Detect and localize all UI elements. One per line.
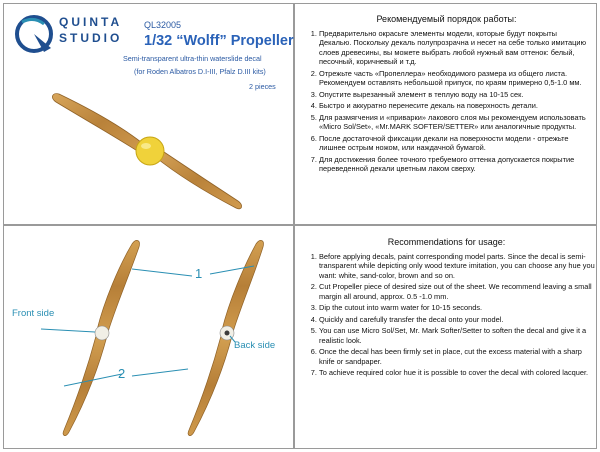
list-item: 1. Before applying decals, paint corresponding model parts. Since the decal is semi-transparent while depicting only wood texture imitation, you can choose any hue you want: white, sand-color, brown and so on. <box>319 252 595 280</box>
back-side-label: Back side <box>234 340 276 351</box>
list-item: 7. To achieve required color hue it is possible to cover the decal with colored lacquer. <box>319 368 595 377</box>
compatible-kits: (for Roden Albatros D.I-III, Pfalz D.III kits) <box>134 67 266 76</box>
marker-1-label: 1 <box>195 266 203 281</box>
product-subtitle: Semi-transparent ultra-thin waterslide decal <box>123 54 262 63</box>
russian-steps-list <box>295 29 591 176</box>
list-item: 4. Quickly and carefully transfer the decal onto your model. <box>319 315 595 324</box>
english-heading: Recommendations for usage: <box>387 237 506 247</box>
list-item: 2. Cut Propeller piece of desired size out of the sheet. We recommend leaving a small margin all around, approx. 0.5 -1.0 mm. <box>319 282 595 301</box>
russian-instructions-panel <box>294 3 597 225</box>
marker-2-label: 2 <box>118 366 126 381</box>
quinta-studio-logo-icon <box>14 14 54 54</box>
propeller-render-image <box>4 84 294 224</box>
front-side-label: Front side <box>12 308 55 319</box>
propeller-sides-diagram <box>3 225 294 449</box>
list-item: 3. Опустите вырезанный элемент в теплую воду на 10-15 сек. <box>319 90 591 99</box>
list-item: 3. Dip the cutout into warm water for 10-15 seconds. <box>319 303 595 312</box>
product-code: QL32005 <box>144 20 182 30</box>
list-item: 5. Для размягчения и «приварки» лакового слоя мы рекомендуем использовать «Micro Sol/Set», «Mr.MARK SOFTER/SETTER» или аналогичные продукты. <box>319 113 591 132</box>
brand-name-top: QUINTA <box>59 15 123 29</box>
list-item: 6. После достаточной фиксации декали на поверхности модели - отрежьте лишнее острым ножом, или наждачной бумагой. <box>319 134 591 153</box>
product-header-panel <box>3 3 294 225</box>
list-item: 2. Отрежьте часть «Пропеллера» необходимого размера из общего листа. Рекомендуем оставлять небольшой припуск, по краям примерно 0,5-1.0 мм. <box>319 69 591 88</box>
piece-count: 2 pieces <box>249 82 276 91</box>
english-steps-list <box>295 252 595 380</box>
propeller-blades-image <box>4 226 293 448</box>
list-item: 6. Once the decal has been firmly set in place, cut the excess material with a sharp knife or sandpaper. <box>319 347 595 366</box>
brand-name-bottom: STUDIO <box>59 31 123 45</box>
english-instructions-panel <box>294 225 597 449</box>
list-item: 1. Предварительно окрасьте элементы модели, которые будут покрыты Декалью. Поскольку декаль полупрозрачна и несет на себе только имитацию слоев древесины, вы можете выбрать любой нужный вам оттенок: белый, песочный, коричневый и т.д. <box>319 29 591 67</box>
russian-heading: Рекомендуемый порядок работы: <box>376 14 517 24</box>
list-item: 4. Быстро и аккуратно перенесите декаль на поверхность детали. <box>319 101 591 110</box>
list-item: 5. You can use Micro Sol/Set, Mr. Mark Softer/Setter to soften the decal and give it a realistic look. <box>319 326 595 345</box>
product-title: 1/32 “Wolff” Propeller <box>144 33 294 49</box>
list-item: 7. Для достижения более точного требуемого оттенка допускается покрытие переведенной декали цветным лаком сверху. <box>319 155 591 174</box>
